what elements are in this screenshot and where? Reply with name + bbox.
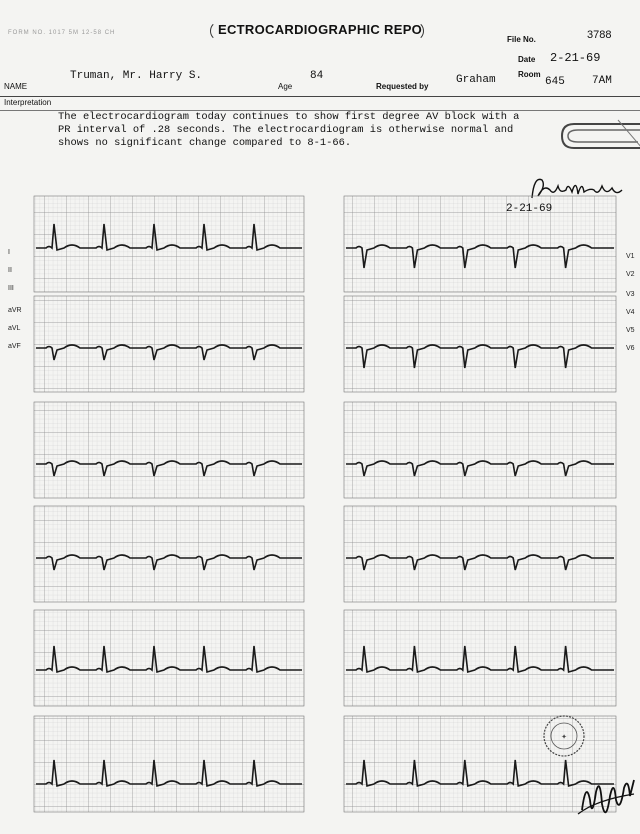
chest-lead-label: V5: [626, 327, 635, 334]
ecg-panel-right-5: [344, 610, 616, 706]
chest-lead-label: V6: [626, 345, 635, 352]
ecg-panel-right-2: [344, 296, 616, 392]
limb-lead-label: aVR: [8, 307, 22, 314]
paper-clip: [558, 118, 640, 168]
ecg-panel-left-4: [34, 506, 304, 602]
date-value: 2-21-69: [550, 51, 601, 65]
form-code: FORM NO. 1017 5M 12-58 CH: [8, 30, 116, 36]
limb-lead-label: III: [8, 285, 14, 292]
limb-lead-label: I: [8, 249, 10, 256]
room-label: Room: [518, 70, 541, 79]
ecg-panel-left-5: [34, 610, 304, 706]
ecg-panel-right-3: [344, 402, 616, 498]
room-value: 645: [545, 76, 565, 88]
ecg-panel-left-6: [34, 716, 304, 812]
interpretation-label: Interpretation: [4, 98, 52, 107]
name-label: NAME: [4, 82, 28, 91]
ecg-panel-left-3: [34, 402, 304, 498]
handwritten-initials: [576, 770, 638, 826]
header-divider: [0, 96, 640, 97]
hospital-stamp: [540, 712, 588, 760]
report-title: ECTROCARDIOGRAPHIC REPO: [218, 22, 423, 37]
time-value: 7AM: [592, 75, 612, 87]
strip-date: 2-21-69: [506, 203, 553, 215]
chest-lead-label: V3: [626, 291, 635, 298]
ecg-panel-right-4: [344, 506, 616, 602]
ecg-panel-left-2: [34, 296, 304, 392]
file-no-label: File No.: [507, 35, 536, 44]
limb-lead-label: aVL: [8, 325, 21, 332]
file-no-value: 3788: [587, 29, 612, 41]
chest-lead-label: V4: [626, 309, 635, 316]
age-value: 84: [310, 70, 324, 82]
requested-by-value: Graham: [456, 74, 496, 86]
date-label: Date: [518, 55, 536, 64]
ecg-panel-right-1: [344, 196, 616, 292]
chest-lead-label: V2: [626, 271, 635, 278]
ecg-panel-left-1: [34, 196, 304, 292]
limb-lead-label: aVF: [8, 343, 21, 350]
age-label: Age: [278, 82, 293, 91]
limb-lead-label: II: [8, 267, 12, 274]
chest-lead-label: V1: [626, 253, 635, 260]
patient-name: Truman, Mr. Harry S.: [70, 70, 203, 82]
interpretation-text: The electrocardiogram today continues to show first degree AV block with a PR interval of .28 seconds. The electrocardiogram is otherwise normal and shows no significant change compared to 8-1-66.: [58, 111, 520, 149]
requested-by-label: Requested by: [376, 82, 429, 91]
svg-text:✦: ✦: [561, 733, 567, 741]
